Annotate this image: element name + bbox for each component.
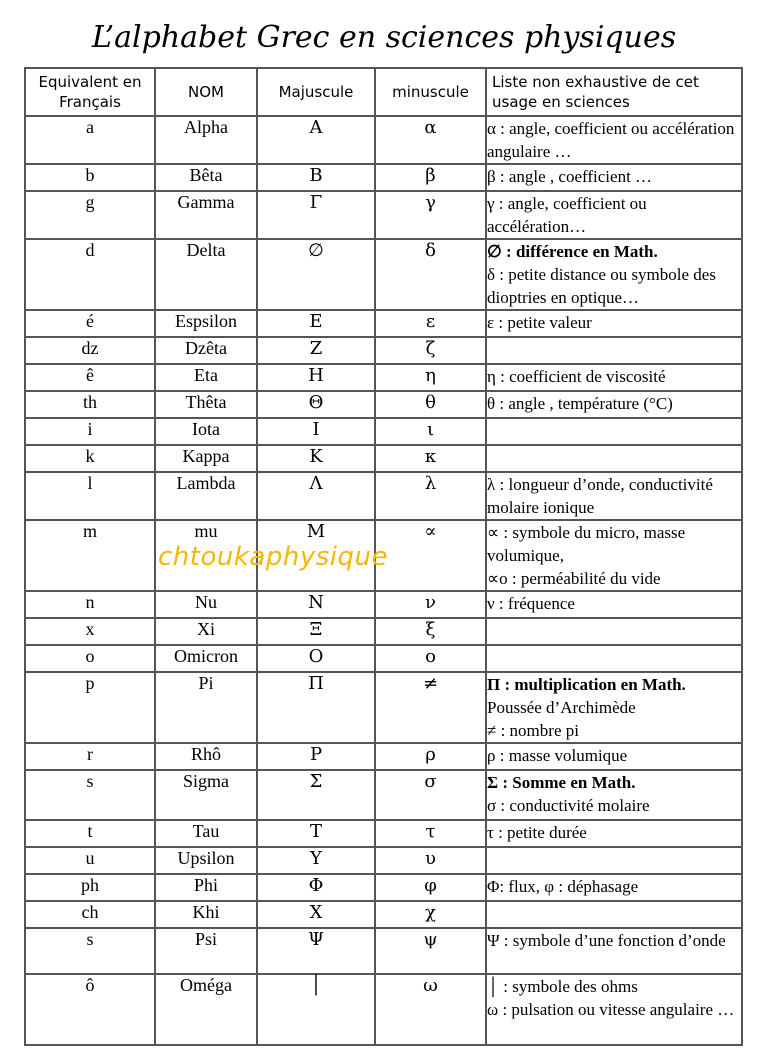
cell-name: Psi — [155, 928, 257, 974]
header-name: NOM — [155, 68, 257, 116]
cell-lowercase: θ — [375, 391, 486, 418]
cell-name: Alpha — [155, 116, 257, 164]
cell-equivalent: d — [25, 239, 155, 310]
cell-name: Kappa — [155, 445, 257, 472]
table-row — [25, 310, 742, 337]
table-row — [25, 191, 742, 239]
cell-uses — [486, 391, 742, 418]
cell-name: Tau — [155, 820, 257, 847]
table-row — [25, 472, 742, 520]
cell-lowercase: β — [375, 164, 486, 191]
cell-uses — [486, 472, 742, 520]
cell-equivalent: th — [25, 391, 155, 418]
cell-uppercase: │ — [257, 974, 375, 1045]
cell-lowercase: ι — [375, 418, 486, 445]
cell-uses — [486, 743, 742, 770]
cell-equivalent: ch — [25, 901, 155, 928]
watermark-logo: chtoukaphysique — [158, 542, 388, 572]
cell-name: Lambda — [155, 472, 257, 520]
cell-name: Pi — [155, 672, 257, 743]
cell-lowercase: η — [375, 364, 486, 391]
use-line: ∝ : symbole du micro, masse volumique, — [487, 523, 686, 565]
cell-uses — [486, 239, 742, 310]
use-line: ∅ : différence en Math. — [487, 242, 658, 261]
cell-uppercase: Σ — [257, 770, 375, 820]
greek-alphabet-table — [24, 67, 743, 1046]
cell-equivalent: l — [25, 472, 155, 520]
cell-uses — [486, 847, 742, 874]
cell-equivalent: r — [25, 743, 155, 770]
cell-uses — [486, 928, 742, 974]
cell-equivalent: ô — [25, 974, 155, 1045]
use-line: β : angle , coefficient … — [487, 167, 653, 186]
cell-equivalent: a — [25, 116, 155, 164]
cell-uses — [486, 901, 742, 928]
cell-uppercase: Θ — [257, 391, 375, 418]
cell-lowercase: ≠ — [375, 672, 486, 743]
cell-equivalent: k — [25, 445, 155, 472]
cell-uppercase: Β — [257, 164, 375, 191]
cell-uses — [486, 116, 742, 164]
cell-lowercase: ψ — [375, 928, 486, 974]
table-row — [25, 770, 742, 820]
cell-lowercase: χ — [375, 901, 486, 928]
cell-uses — [486, 164, 742, 191]
cell-uppercase: Ρ — [257, 743, 375, 770]
cell-equivalent: dz — [25, 337, 155, 364]
table-row — [25, 645, 742, 672]
use-line: ε : petite valeur — [487, 313, 592, 332]
use-line: γ : angle, coefficient ou accélération… — [487, 194, 647, 236]
use-line: ρ : masse volumique — [487, 746, 628, 765]
cell-uses — [486, 418, 742, 445]
cell-uppercase: Τ — [257, 820, 375, 847]
table-row — [25, 618, 742, 645]
cell-name: Rhô — [155, 743, 257, 770]
cell-lowercase: ρ — [375, 743, 486, 770]
use-line: δ : petite distance ou symbole des dioptries en optique… — [487, 265, 716, 307]
table-row — [25, 743, 742, 770]
cell-name: Nu — [155, 591, 257, 618]
cell-uppercase: Χ — [257, 901, 375, 928]
use-line: ∝o : perméabilité du vide — [487, 569, 661, 588]
table-row — [25, 928, 742, 974]
cell-uses — [486, 445, 742, 472]
cell-name: Dzêta — [155, 337, 257, 364]
cell-uses — [486, 310, 742, 337]
cell-uses — [486, 591, 742, 618]
use-line: λ : longueur d’onde, conductivité molaire ionique — [487, 475, 713, 517]
page-title: L’alphabet Grec en sciences physiques — [91, 20, 677, 55]
cell-name: Upsilon — [155, 847, 257, 874]
table-row — [25, 874, 742, 901]
cell-uppercase: Μ — [257, 520, 375, 591]
table-row — [25, 116, 742, 164]
cell-name: Xi — [155, 618, 257, 645]
cell-name: Espsilon — [155, 310, 257, 337]
cell-lowercase: δ — [375, 239, 486, 310]
cell-equivalent: s — [25, 770, 155, 820]
use-line: τ : petite durée — [487, 823, 587, 842]
cell-name: Iota — [155, 418, 257, 445]
cell-lowercase: υ — [375, 847, 486, 874]
cell-equivalent: n — [25, 591, 155, 618]
use-line: Ψ : symbole d’une fonction d’onde — [487, 931, 726, 950]
cell-lowercase: τ — [375, 820, 486, 847]
cell-name: Delta — [155, 239, 257, 310]
cell-lowercase: σ — [375, 770, 486, 820]
cell-uses — [486, 191, 742, 239]
table-row — [25, 239, 742, 310]
cell-uses — [486, 770, 742, 820]
cell-lowercase: α — [375, 116, 486, 164]
use-line: α : angle, coefficient ou accélération angulaire … — [487, 119, 735, 161]
cell-equivalent: s — [25, 928, 155, 974]
cell-name: Sigma — [155, 770, 257, 820]
table-body — [25, 116, 742, 1045]
table-row — [25, 591, 742, 618]
cell-uses — [486, 974, 742, 1045]
table-row — [25, 520, 742, 591]
cell-uses — [486, 618, 742, 645]
cell-uses — [486, 520, 742, 591]
cell-name: Oméga — [155, 974, 257, 1045]
use-line: ω : pulsation ou vitesse angulaire … — [487, 1000, 735, 1019]
use-line: Σ : Somme en Math. — [487, 773, 636, 792]
cell-name: Gamma — [155, 191, 257, 239]
use-line: θ : angle , température (°C) — [487, 394, 673, 413]
cell-lowercase: ζ — [375, 337, 486, 364]
cell-uses — [486, 672, 742, 743]
table-row — [25, 418, 742, 445]
cell-equivalent: p — [25, 672, 155, 743]
cell-uppercase: Ε — [257, 310, 375, 337]
cell-uppercase: Α — [257, 116, 375, 164]
cell-lowercase: κ — [375, 445, 486, 472]
cell-lowercase: ω — [375, 974, 486, 1045]
cell-uses — [486, 645, 742, 672]
table-row — [25, 391, 742, 418]
cell-name: Omicron — [155, 645, 257, 672]
cell-lowercase: γ — [375, 191, 486, 239]
cell-uppercase: Π — [257, 672, 375, 743]
cell-uppercase: Ψ — [257, 928, 375, 974]
cell-equivalent: ph — [25, 874, 155, 901]
cell-equivalent: o — [25, 645, 155, 672]
cell-equivalent: t — [25, 820, 155, 847]
table-row — [25, 847, 742, 874]
table-row — [25, 974, 742, 1045]
cell-uses — [486, 337, 742, 364]
cell-uppercase: Γ — [257, 191, 375, 239]
table-row — [25, 364, 742, 391]
cell-uses — [486, 874, 742, 901]
cell-lowercase: ∝ — [375, 520, 486, 591]
header-uppercase: Majuscule — [257, 68, 375, 116]
cell-name: Khi — [155, 901, 257, 928]
table-row — [25, 820, 742, 847]
cell-uppercase: ∅ — [257, 239, 375, 310]
cell-name: Phi — [155, 874, 257, 901]
cell-uses — [486, 364, 742, 391]
cell-name: mu — [155, 520, 257, 591]
use-line: │ : symbole des ohms — [487, 977, 638, 996]
cell-uppercase: Ν — [257, 591, 375, 618]
cell-equivalent: u — [25, 847, 155, 874]
cell-equivalent: g — [25, 191, 155, 239]
table-row — [25, 901, 742, 928]
cell-equivalent: ê — [25, 364, 155, 391]
cell-uppercase: Φ — [257, 874, 375, 901]
cell-uses — [486, 820, 742, 847]
use-line: Poussée d’Archimède — [487, 698, 636, 717]
cell-uppercase: Ο — [257, 645, 375, 672]
use-line: η : coefficient de viscosité — [487, 367, 666, 386]
cell-name: Thêta — [155, 391, 257, 418]
cell-equivalent: x — [25, 618, 155, 645]
use-line: Π : multiplication en Math. — [487, 675, 686, 694]
cell-uppercase: Ι — [257, 418, 375, 445]
cell-equivalent: m — [25, 520, 155, 591]
cell-lowercase: ν — [375, 591, 486, 618]
cell-uppercase: Η — [257, 364, 375, 391]
cell-name: Bêta — [155, 164, 257, 191]
cell-name: Eta — [155, 364, 257, 391]
cell-lowercase: ε — [375, 310, 486, 337]
cell-lowercase: ξ — [375, 618, 486, 645]
cell-equivalent: b — [25, 164, 155, 191]
table-row — [25, 672, 742, 743]
use-line: ν : fréquence — [487, 594, 575, 613]
header-equivalent: Equivalent en Français — [25, 68, 155, 116]
table-row — [25, 164, 742, 191]
cell-uppercase: Υ — [257, 847, 375, 874]
cell-uppercase: Κ — [257, 445, 375, 472]
header-uses: Liste non exhaustive de cet usage en sciences — [486, 68, 742, 116]
use-line: σ : conductivité molaire — [487, 796, 650, 815]
use-line: Φ: flux, φ : déphasage — [487, 877, 639, 896]
cell-lowercase: ο — [375, 645, 486, 672]
cell-uppercase: Ζ — [257, 337, 375, 364]
cell-equivalent: i — [25, 418, 155, 445]
cell-lowercase: φ — [375, 874, 486, 901]
header-lowercase: minuscule — [375, 68, 486, 116]
table-row — [25, 445, 742, 472]
cell-lowercase: λ — [375, 472, 486, 520]
table-row — [25, 337, 742, 364]
use-line: ≠ : nombre pi — [487, 721, 579, 740]
table-header-row — [25, 68, 742, 116]
cell-uppercase: Λ — [257, 472, 375, 520]
cell-uppercase: Ξ — [257, 618, 375, 645]
cell-equivalent: é — [25, 310, 155, 337]
